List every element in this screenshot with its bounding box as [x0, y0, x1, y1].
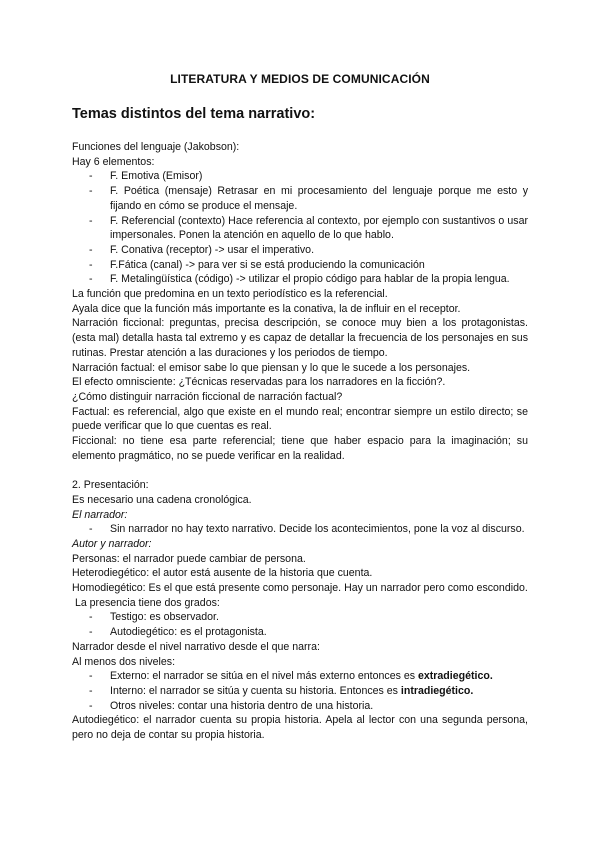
paragraph: Homodiegético: Es el que está presente como personaje. Hay un narrador pero como escondido. [72, 582, 528, 595]
paragraph: Narración factual: el emisor sabe lo que piensan y lo que le sucede a los personajes. [72, 361, 471, 374]
list-item: - Otros niveles: contar una historia dentro de una historia. [89, 699, 528, 714]
paragraph: Personas: el narrador puede cambiar de persona. [72, 552, 306, 565]
externo-term: extradiegético. [417, 670, 493, 683]
list-item: - Sin narrador no hay texto narrativo. Decide los acontecimientos, pone la voz al discurso. [89, 522, 528, 537]
paragraph: Ficcional: no tiene esa parte referencial; tiene que haber espacio para la imaginación; su elemento pragmático, no se puede verificar en la realidad. [72, 435, 528, 462]
paragraph: Factual: es referencial, algo que existe en el mundo real; encontrar siempre un estilo directo; se puede verificar que lo que cuentas es real. [72, 405, 528, 433]
subheading-narrador: El narrador: [72, 508, 128, 521]
paragraph: Al menos dos niveles: [72, 655, 176, 668]
interno-text: Interno: el narrador se sitúa y cuenta su historia. Entonces es [110, 685, 401, 697]
paragraph-hay6: Hay 6 elementos: [72, 155, 155, 168]
document-title: LITERATURA Y MEDIOS DE COMUNICACIÓN [170, 72, 430, 86]
document-body [72, 140, 528, 743]
section-heading: Temas distintos del tema narrativo: [72, 106, 316, 122]
spacer [72, 463, 528, 478]
interno-term: intradiegético. [400, 685, 474, 697]
list-item: - F. Poética (mensaje) Retrasar en mi procesamiento del lenguaje porque me esto y fijando en cómo se produce el mensaje. [89, 184, 528, 213]
paragraph: El efecto omnisciente: ¿Técnicas reservadas para los narradores en la ficción?. [72, 376, 446, 389]
list-item: - F.Fática (canal) -> para ver si se está produciendo la comunicación [89, 258, 528, 273]
list-item: - F. Emotiva (Emisor) [89, 169, 528, 184]
list-item: - Testigo: es observador. [89, 610, 528, 625]
paragraph-presentacion: 2. Presentación: [72, 479, 149, 492]
paragraph: Narración ficcional: preguntas, precisa descripción, se conoce muy bien a los protagonistas. (esta mal) detalla hasta tal extremo y es capaz de detallar la frecuencia de los personajes en sus rutinas. Prestar atención a las duraciones y los periodos de tiempo. [72, 317, 528, 359]
list-item: - F. Metalingüística (código) -> utilizar el propio código para hablar de la propia lengua. [89, 272, 528, 287]
paragraph-funciones: Funciones del lenguaje (Jakobson): [72, 141, 240, 153]
paragraph: Heterodiegético: el autor está ausente de la historia que cuenta. [72, 567, 373, 580]
list-item: - F. Referencial (contexto) Hace referencia al contexto, por ejemplo con sustantivos o usar impersonales. Ponen la atención en aquello de lo que hablo. [89, 214, 528, 243]
paragraph: Narrador desde el nivel narrativo desde el que narra: [72, 640, 320, 653]
list-item: - F. Conativa (receptor) -> usar el imperativo. [89, 243, 528, 258]
niveles-list [72, 669, 528, 713]
grados-list [72, 610, 528, 639]
narrador-list [72, 522, 528, 537]
list-item [89, 684, 528, 699]
paragraph: Es necesario una cadena cronológica. [72, 493, 252, 506]
functions-list [72, 169, 528, 287]
paragraph: Ayala dice que la función más importante es la conativa, la de influir en el receptor. [72, 302, 461, 315]
list-item: - Autodiegético: es el protagonista. [89, 625, 528, 640]
paragraph: La función que predomina en un texto periodístico es la referencial. [72, 288, 388, 301]
paragraph: Autodiegético: el narrador cuenta su propia historia. Apela al lector con una segunda persona, pero no deja de contar su propia historia. [72, 714, 528, 742]
subheading-autor: Autor y narrador: [72, 537, 152, 550]
list-item [89, 669, 528, 684]
externo-text: Externo: el narrador se sitúa en el nivel más externo entonces es [110, 670, 418, 683]
paragraph: ¿Cómo distinguir narración ficcional de narración factual? [72, 390, 343, 403]
paragraph: La presencia tiene dos grados: [72, 596, 220, 609]
